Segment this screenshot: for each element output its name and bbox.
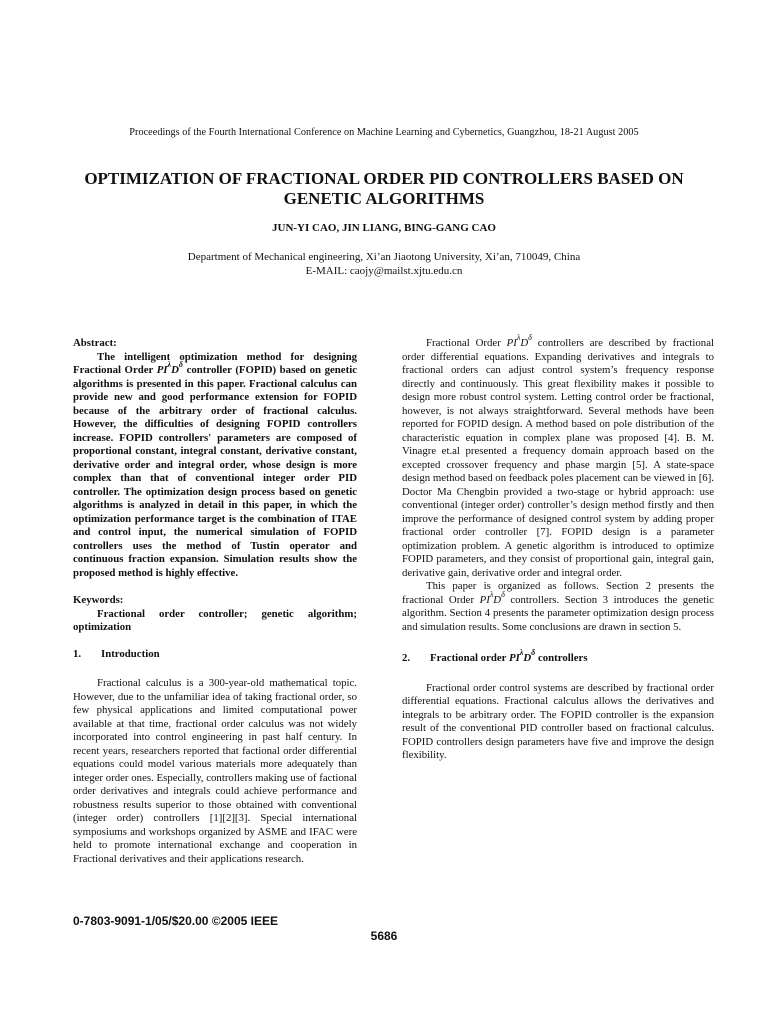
copyright-notice: 0-7803-9091-1/05/$20.00 ©2005 IEEE [73, 914, 278, 928]
math-delta-3: δ [501, 589, 505, 599]
math-pi-3: PI [479, 593, 490, 606]
fopid-math [156, 360, 183, 376]
math-d-4: D [523, 652, 532, 664]
right-p2-a: This paper is organized as follows. Section 2 presents the fractional Order [402, 580, 714, 606]
left-column [73, 337, 357, 866]
math-pi: PI [156, 364, 168, 376]
keywords-heading: Keywords: [73, 594, 124, 606]
section-1-number: 1. [73, 647, 82, 660]
section-2-title-a: Fractional order [430, 652, 509, 664]
abstract-heading: Abstract: [73, 337, 117, 349]
section-2-text: Fractional order control systems are described by fractional order differential equations. Fractional calculus allows the derivatives and integrals to be arbitrary order. The FOPID controller is the expansion result of the conventional PID controller based on fractional calculus. FOPID controllers design parameters have five and improve the design flexibility. [402, 681, 714, 761]
email: E-MAIL: caojy@mailst.xjtu.edu.cn [305, 265, 463, 277]
abstract-text [73, 351, 357, 581]
affiliation: Department of Mechanical engineering, Xi’an Jiaotong University, Xi’an, 710049, China [187, 251, 581, 263]
section-2-title-b: controllers [535, 652, 588, 664]
math-lambda-4: λ [519, 648, 524, 657]
math-lambda-2: λ [516, 333, 521, 342]
math-delta-4: δ [531, 648, 536, 657]
right-paragraph-2 [402, 580, 714, 634]
math-delta: δ [178, 360, 183, 369]
section-2-heading [402, 648, 714, 666]
math-lambda: λ [167, 360, 172, 369]
right-column [402, 333, 714, 763]
right-p1-b: controllers are described by fractional order differential equations. Expanding derivatives and integrals to fractional orders can adjust control system’s frequency response directly and continuously. This great flexibility makes it possible to design more robust control system. Letting control order be fractional, however, is not always straightforward. Several methods have been reported for FOPID design. A method based on pole distribution of the characteristic equation in complex plane was proposed [4]. B. M. Vinagre et.al presented a frequency domain approach based on the excepted crossover frequency and phase margin [5]. A state-space design method based on feedback poles placement can be viewed in [6]. Doctor Ma Chengbin provided a two-stage or hybrid approach: use conventional (integer order) controller’s design method firstly and then improve the performance of designed control system by adding proper fractional order controller [7]. FOPID design is a parameter optimization problem. A genetic algorithm is introduced to optimize FOPID parameters, and they consist of proportional gain, integral gain, derivative gain, derivative order and integral order. [402, 337, 714, 579]
math-delta-2: δ [528, 333, 532, 342]
title-line-2: GENETIC ALGORITHMS [283, 189, 485, 208]
math-d: D [171, 364, 179, 376]
math-pi-2: PI [506, 337, 517, 349]
section-1-text: Fractional calculus is a 300-year-old mathematical topic. However, due to the unfamiliar idea of taking fractional order, so few physical applications and limited computational power available at that time, fractional order calculus was not widely incorporated into control engineering in past half century. In recent years, researchers reported that factional order differential equations could model various materials more adequately than integer order ones. Especially, controllers making use of factional order derivatives and integrals could achieve performance and robustness results superior to those obtained with conventional (integer order) controllers [1][2][3]. Special international symposiums and workshops organized by ASME and IFAC were held to promote international exchange and cooperation in Fractional derivatives and their applications research. [73, 677, 357, 865]
section-1-title: Introduction [101, 647, 160, 660]
authors: JUN-YI CAO, JIN LIANG, BING-GANG CAO [272, 222, 496, 234]
abstract-part-2: controller (FOPID) based on genetic algorithms is presented in this paper. Fractional calculus can provide new and good performance extension for FOPID because of the arbitrary order of fractional calculus. However, the difficulties of designing FOPID controllers increase. FOPID controllers' parameters are composed of proportional constant, integral constant, derivative constant, derivative order and integral order, whose design is more complex than that of conventional integer order PID controller. The optimization design process based on genetic algorithms is analyzed in detail in this paper, in which the optimization performance target is the combination of ITAE and control input, the numerical simulation of FOPID controllers uses the method of Tustin operator and continuous fraction expansion. Simulation results show the proposed method is highly effective. [73, 364, 357, 579]
section-2-number: 2. [402, 652, 411, 664]
abstract-part-1: The intelligent optimization method for designing Fractional Order [73, 350, 357, 376]
math-d-2: D [520, 337, 529, 349]
fopid-math-3 [479, 589, 505, 606]
math-d-3: D [493, 593, 502, 606]
section-2-title [430, 648, 588, 666]
fopid-math-4 [508, 648, 536, 664]
math-lambda-3: λ [489, 589, 494, 599]
affiliation-block [0, 250, 768, 278]
section-1-heading [73, 648, 357, 662]
fopid-math-2 [506, 333, 532, 349]
right-p1-a: Fractional Order [426, 337, 507, 349]
title-line-1: OPTIMIZATION OF FRACTIONAL ORDER PID CONTROLLERS BASED ON [84, 169, 684, 188]
proceedings-header: Proceedings of the Fourth International Conference on Machine Learning and Cybernetics, Guangzhou, 18-21 August 2005 [129, 127, 639, 138]
paper-title [0, 169, 768, 209]
math-pi-4: PI [508, 652, 520, 664]
right-paragraph-1 [402, 333, 714, 580]
page-number: 5686 [370, 929, 398, 943]
right-p2-b: controllers. Section 3 introduces the genetic algorithm. Section 4 presents the parameter optimization design process and simulation results. Some conclusions are drawn in section 5. [402, 593, 714, 633]
keywords-text: Fractional order controller; genetic algorithm; optimization [73, 607, 357, 633]
